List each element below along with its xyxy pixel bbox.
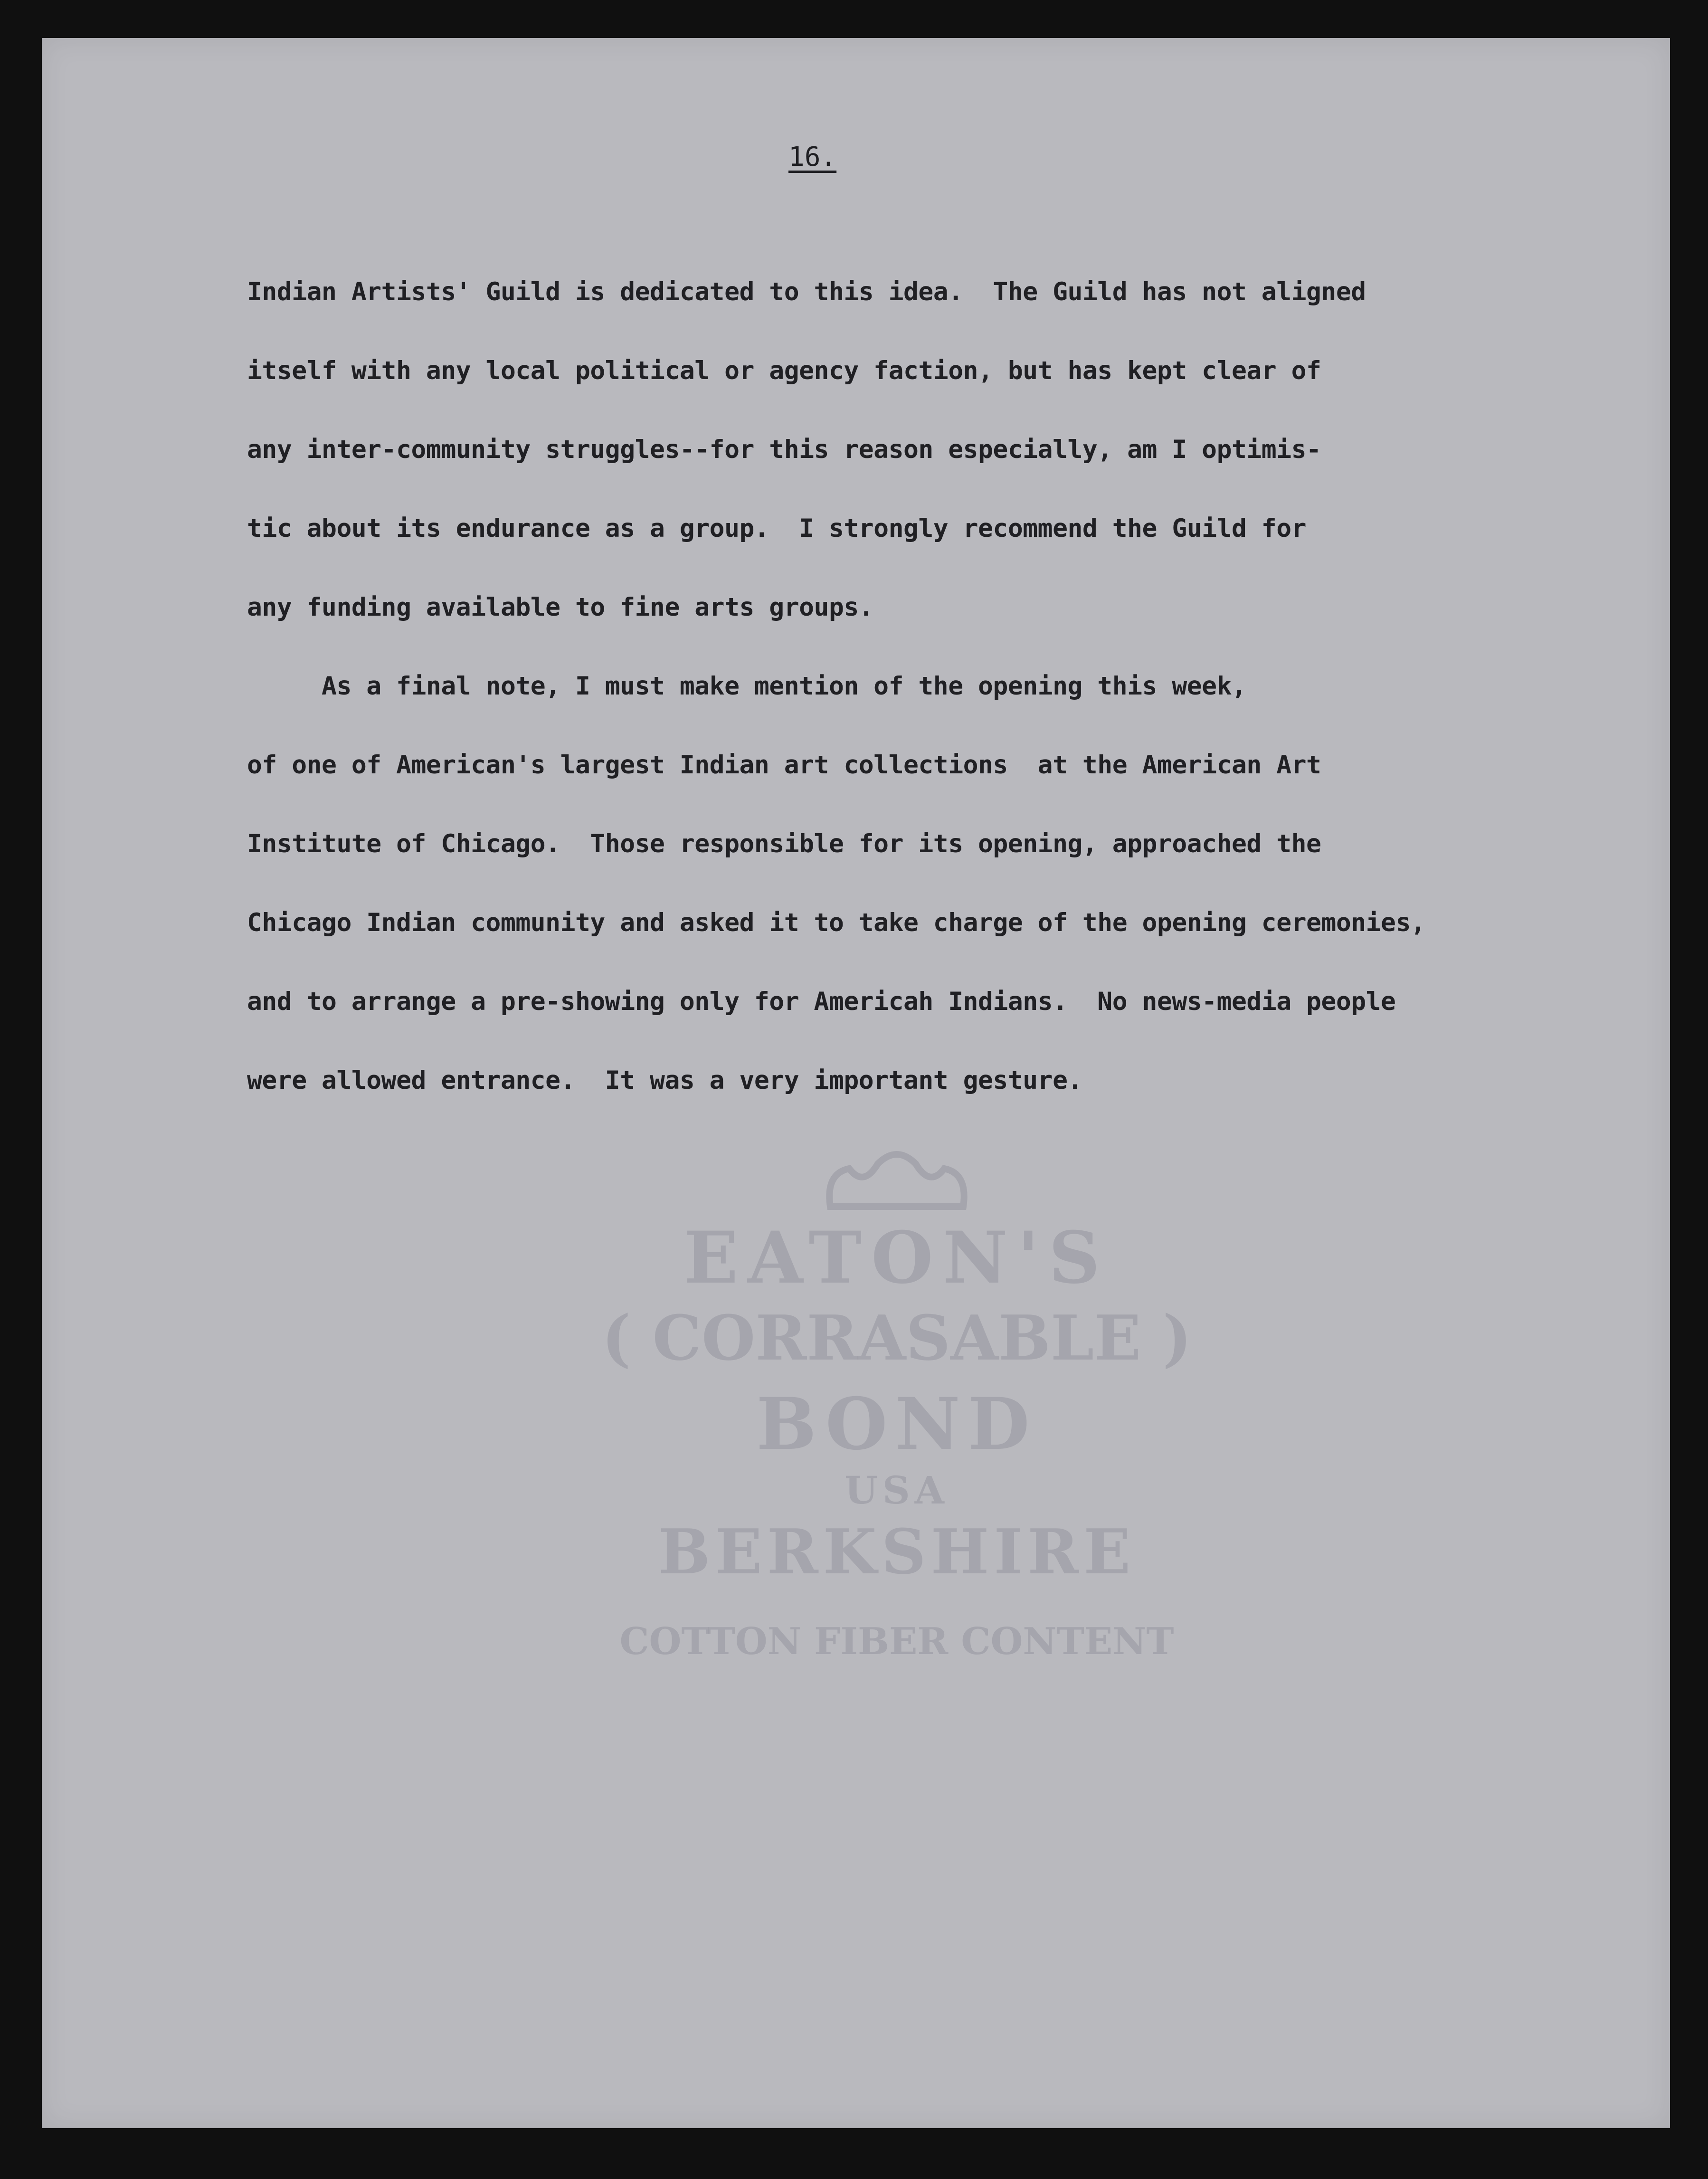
watermark-line-3: BOND xyxy=(756,1382,1037,1466)
text-line: As a final note, I must make mention of the opening this week, xyxy=(247,672,1247,701)
text-line: of one of American's largest Indian art collections at the American Art xyxy=(247,751,1321,780)
watermark-line-6: COTTON FIBER CONTENT xyxy=(619,1620,1174,1663)
text-line: were allowed entrance. It was a very important gesture. xyxy=(247,1066,1082,1095)
text-line: Chicago Indian community and asked it to take charge of the opening ceremonies, xyxy=(247,908,1426,937)
page-number: 16. xyxy=(788,142,837,172)
text-line: itself with any local political or agency faction, but has kept clear of xyxy=(247,356,1321,385)
watermark-line-2: ( CORRASABLE ) xyxy=(601,1302,1192,1374)
body-text xyxy=(247,268,1529,1136)
crown-icon xyxy=(811,1145,982,1216)
paper-watermark xyxy=(588,1145,1205,1739)
text-line: Institute of Chicago. Those responsible for its opening, approached the xyxy=(247,829,1321,858)
watermark-line-1: EATON'S xyxy=(683,1216,1110,1300)
watermark-line-4: USA xyxy=(845,1468,949,1513)
watermark-line-5: BERKSHIRE xyxy=(658,1515,1136,1588)
text-line: and to arrange a pre-showing only for Americah Indians. No news-media people xyxy=(247,987,1396,1016)
text-line: any funding available to fine arts groups. xyxy=(247,593,874,622)
text-line: Indian Artists' Guild is dedicated to this idea. The Guild has not aligned xyxy=(247,277,1366,306)
text-line: any inter-community struggles--for this reason especially, am I optimis- xyxy=(247,435,1321,464)
text-line: tic about its endurance as a group. I strongly recommend the Guild for xyxy=(247,514,1307,543)
